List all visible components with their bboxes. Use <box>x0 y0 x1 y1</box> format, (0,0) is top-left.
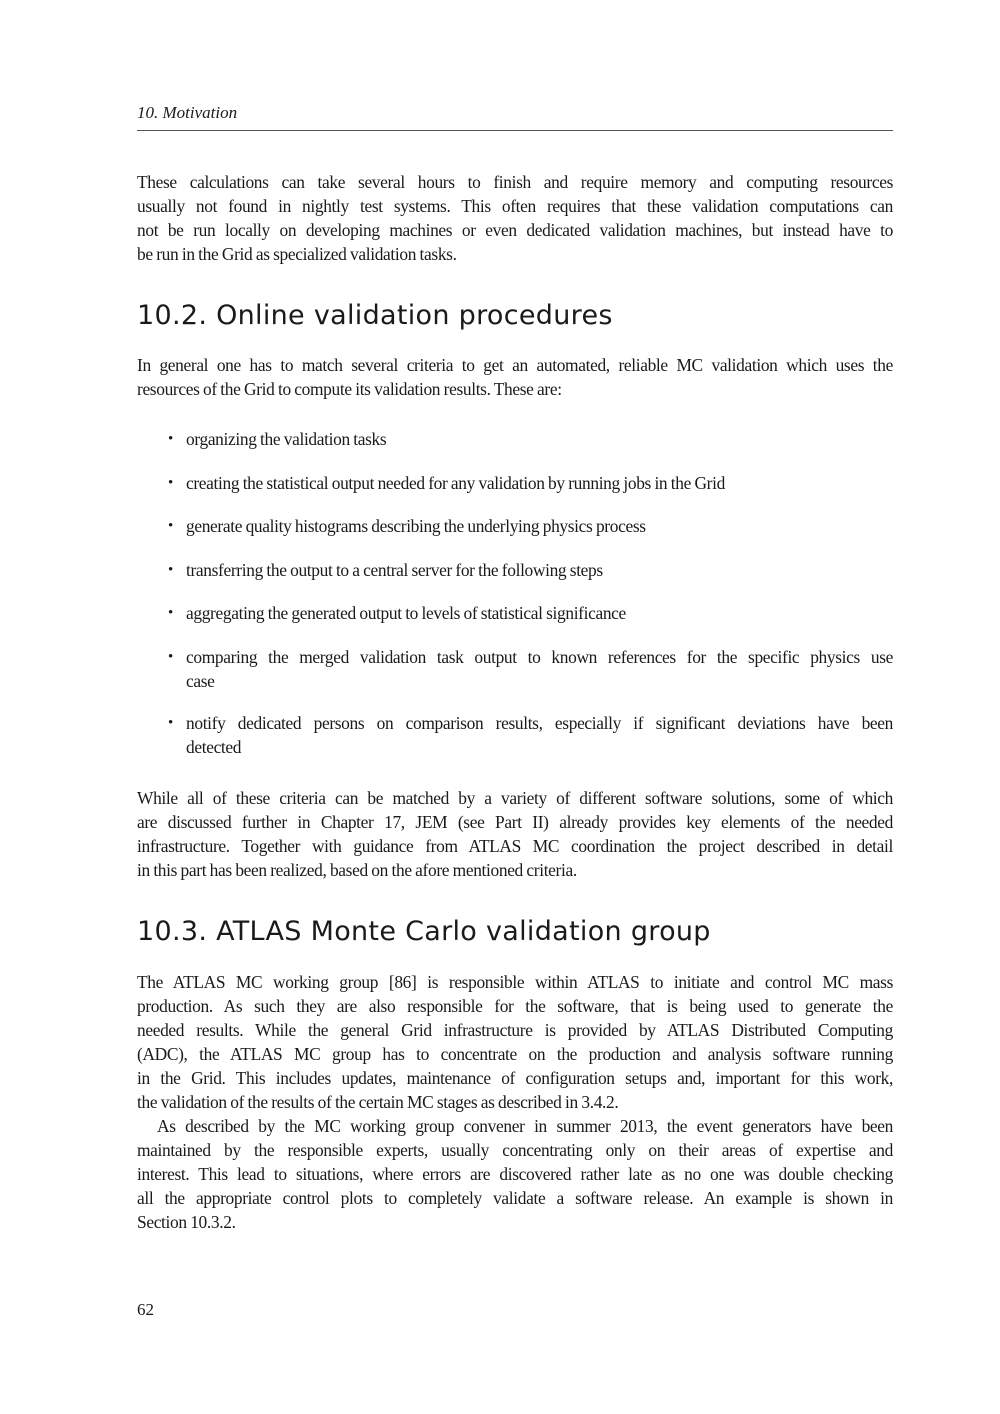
list-item-text <box>186 427 893 451</box>
text-line: production. As such they are also responsible for the software, that is being used to generate the <box>137 996 893 1016</box>
section-heading-10-3: 10.3. ATLAS Monte Carlo validation group <box>137 916 711 947</box>
paragraph-software-solutions <box>137 786 893 882</box>
paragraph-criteria <box>137 353 893 401</box>
text-line: detected <box>186 737 242 757</box>
text-line: resources of the Grid to compute its validation results. These are: <box>137 379 562 399</box>
list-item-text <box>186 601 893 625</box>
list-item-text <box>186 471 893 495</box>
text-line: infrastructure. Together with guidance from ATLAS MC coordination the project described in detail <box>137 836 893 856</box>
list-item-text <box>186 711 893 759</box>
list-item-text <box>186 514 893 538</box>
text-line: all the appropriate control plots to completely validate a software release. An example is shown in <box>137 1188 893 1208</box>
section-heading-10-2: 10.2. Online validation procedures <box>137 300 613 331</box>
text-line: are discussed further in Chapter 17, JEM (see Part II) already provides key elements of the needed <box>137 812 893 832</box>
list-item-text <box>186 645 893 693</box>
bullet-icon: • <box>168 715 174 731</box>
page-number: 62 <box>137 1300 154 1319</box>
text-line: interest. This lead to situations, where errors are discovered rather late as no one was double checking <box>137 1164 893 1184</box>
list-item-text <box>186 558 893 582</box>
text-line: generate quality histograms describing the underlying physics process <box>186 516 646 536</box>
text-line: be run in the Grid as specialized validation tasks. <box>137 244 457 264</box>
text-line: These calculations can take several hours to finish and require memory and computing resources <box>137 172 893 192</box>
text-line: needed results. While the general Grid infrastructure is provided by ATLAS Distributed Computing <box>137 1020 893 1040</box>
bullet-icon: • <box>168 649 174 665</box>
text-line: case <box>186 671 215 691</box>
text-line: Section 10.3.2. <box>137 1212 236 1232</box>
paragraph-convener <box>137 1114 893 1234</box>
list-item <box>168 427 893 451</box>
text-line: organizing the validation tasks <box>186 429 387 449</box>
list-item <box>168 558 893 582</box>
bullet-icon: • <box>168 431 174 447</box>
list-item <box>168 471 893 495</box>
list-item <box>168 711 893 759</box>
text-line: As described by the MC working group convener in summer 2013, the event generators have been <box>157 1116 893 1136</box>
list-item <box>168 601 893 625</box>
running-header: 10. Motivation <box>137 103 238 122</box>
text-line: the validation of the results of the certain MC stages as described in 3.4.2. <box>137 1092 619 1112</box>
text-line: transferring the output to a central server for the following steps <box>186 560 603 580</box>
list-item <box>168 514 893 538</box>
text-line: creating the statistical output needed for any validation by running jobs in the Grid <box>186 473 725 493</box>
bullet-icon: • <box>168 562 174 578</box>
text-line: maintained by the responsible experts, usually concentrating only on their areas of expertise and <box>137 1140 893 1160</box>
text-line: (ADC), the ATLAS MC group has to concentrate on the production and analysis software running <box>137 1044 893 1064</box>
text-line: usually not found in nightly test systems. This often requires that these validation computations can <box>137 196 893 216</box>
bullet-icon: • <box>168 518 174 534</box>
bullet-icon: • <box>168 475 174 491</box>
text-line: notify dedicated persons on comparison results, especially if significant deviations have been <box>186 713 893 733</box>
paragraph-intro <box>137 170 893 266</box>
text-line: in this part has been realized, based on the afore mentioned criteria. <box>137 860 577 880</box>
text-line: aggregating the generated output to levels of statistical significance <box>186 603 626 623</box>
text-line: in the Grid. This includes updates, maintenance of configuration setups and, important for this work, <box>137 1068 893 1088</box>
text-line: In general one has to match several criteria to get an automated, reliable MC validation which uses the <box>137 355 893 375</box>
text-line: The ATLAS MC working group [86] is responsible within ATLAS to initiate and control MC mass <box>137 972 893 992</box>
paragraph-mc-group <box>137 970 893 1114</box>
bullet-icon: • <box>168 605 174 621</box>
text-line: comparing the merged validation task output to known references for the specific physics use <box>186 647 893 667</box>
list-item <box>168 645 893 693</box>
text-line: not be run locally on developing machines or even dedicated validation machines, but instead have to <box>137 220 893 240</box>
header-rule <box>137 130 893 131</box>
text-line: While all of these criteria can be matched by a variety of different software solutions, some of which <box>137 788 893 808</box>
